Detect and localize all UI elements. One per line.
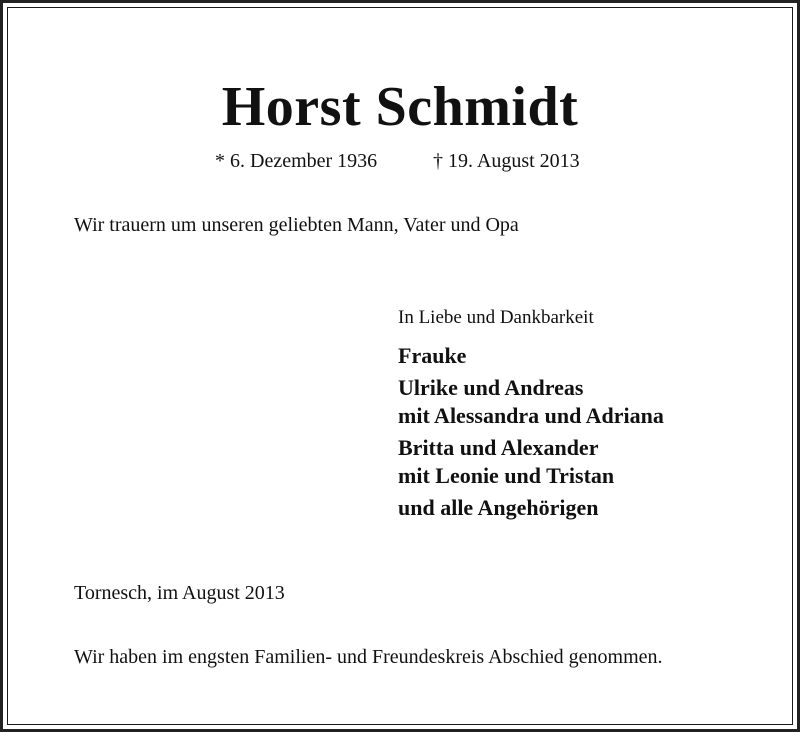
death-date: † 19. August 2013 xyxy=(433,150,580,172)
family-member: Britta und Alexander xyxy=(398,435,599,460)
family-list xyxy=(398,342,664,522)
birth-date: * 6. Dezember 1936 xyxy=(215,150,378,172)
place-date: Tornesch, im August 2013 xyxy=(74,582,285,604)
family-member: mit Alessandra und Adriana xyxy=(398,403,664,428)
closing-note: Wir haben im engsten Familien- und Freundeskreis Abschied genommen. xyxy=(74,646,663,668)
intro-text: Wir trauern um unseren geliebten Mann, Vater und Opa xyxy=(74,214,519,236)
family-member: und alle Angehörigen xyxy=(398,495,599,520)
signoff-text: In Liebe und Dankbarkeit xyxy=(398,307,594,328)
deceased-name: Horst Schmidt xyxy=(221,76,579,138)
family-member: mit Leonie und Tristan xyxy=(398,463,615,488)
family-member: Frauke xyxy=(398,343,467,368)
family-member: Ulrike und Andreas xyxy=(398,375,584,400)
